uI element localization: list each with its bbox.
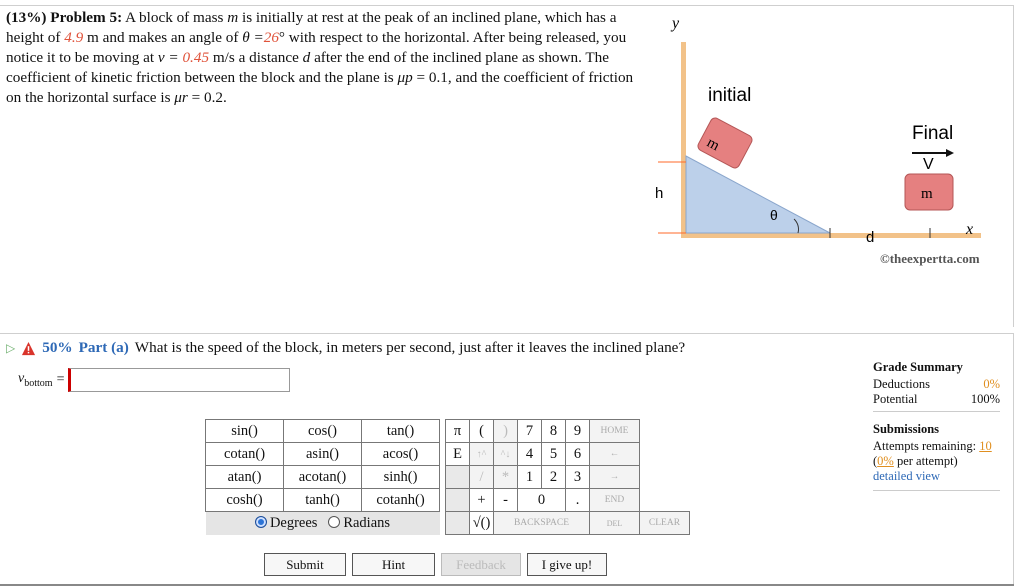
velocity-arrow-head	[946, 149, 954, 157]
part-header	[6, 338, 685, 358]
calc-cos[interactable]: cos()	[284, 420, 362, 443]
initial-block-label: m	[704, 134, 722, 155]
angle-value: 26	[263, 29, 279, 46]
problem-statement	[6, 8, 646, 108]
mu-r: μr	[174, 89, 188, 106]
floor-bar	[681, 233, 981, 238]
calc-cotan[interactable]: cotan()	[206, 443, 284, 466]
submissions-title: Submissions	[873, 422, 940, 436]
deductions-value: 0%	[983, 377, 1000, 391]
theta-eq: θ =	[242, 29, 264, 46]
calc-0[interactable]: 0	[518, 489, 566, 512]
calc-end[interactable]: END	[590, 489, 640, 512]
attempts-label: Attempts remaining:	[873, 439, 977, 453]
answer-input[interactable]	[68, 368, 290, 392]
calc-acotan[interactable]: acotan()	[284, 466, 362, 489]
potential-value: 100%	[970, 392, 1000, 406]
calc-plus[interactable]: +	[470, 489, 494, 512]
calc-backspace[interactable]: BACKSPACE	[494, 512, 590, 535]
problem-text-2: is initially at rest at the peak of an inclined plane, which has a height of	[6, 9, 617, 46]
answer-var: $v_{bottom}$	[18, 371, 53, 389]
initial-block	[696, 116, 754, 169]
grade-divider	[873, 411, 1000, 412]
problem-text-1: A block of mass	[125, 9, 224, 26]
calc-lparen[interactable]: (	[470, 420, 494, 443]
calc-divide[interactable]: /	[470, 466, 494, 489]
part-percent: 50%	[42, 339, 73, 356]
calc-tan[interactable]: tan()	[362, 420, 440, 443]
problem-text-8: = 0.2.	[191, 89, 227, 106]
ramp	[686, 156, 830, 233]
submit-button[interactable]: Submit	[264, 553, 346, 576]
calc-dot[interactable]: .	[566, 489, 590, 512]
problem-text-7: = 0.1, and the coefficient of friction on the horizontal surface is	[6, 69, 634, 106]
potential-label: Potential	[873, 392, 918, 406]
mu-p: μp	[397, 69, 413, 86]
radians-radio[interactable]	[328, 516, 340, 528]
per-attempt-open: (	[873, 454, 878, 468]
calc-8[interactable]: 8	[542, 420, 566, 443]
calc-home[interactable]: HOME	[590, 420, 640, 443]
per-attempt-text: per attempt)	[896, 454, 958, 468]
grade-title: Grade Summary	[873, 360, 963, 374]
answer-row	[18, 368, 290, 392]
problem-title: Problem 5:	[50, 9, 123, 26]
degrees-radio[interactable]	[255, 516, 267, 528]
speed-value: 0.45	[182, 49, 210, 66]
calc-minus[interactable]: -	[494, 489, 518, 512]
problem-text-4: ° with respect to the horizontal. After being released, you notice it to be moving at	[6, 29, 627, 66]
calc-multiply[interactable]: *	[494, 466, 518, 489]
calc-tanh[interactable]: tanh()	[284, 489, 362, 512]
final-label: Final	[912, 123, 954, 144]
calc-rparen[interactable]: )	[494, 420, 518, 443]
h-label: h	[655, 185, 664, 202]
calc-del[interactable]: DEL	[590, 512, 640, 535]
calculator	[205, 419, 690, 535]
calc-1[interactable]: 1	[518, 466, 542, 489]
deductions-label: Deductions	[873, 377, 930, 391]
velocity-label: V	[923, 156, 934, 173]
calc-up-arrow[interactable]: ↑^	[470, 443, 494, 466]
calc-blank-3	[446, 512, 470, 535]
calc-2[interactable]: 2	[542, 466, 566, 489]
calc-sqrt[interactable]: √()	[470, 512, 494, 535]
calc-6[interactable]: 6	[566, 443, 590, 466]
calc-down-arrow[interactable]: ^↓	[494, 443, 518, 466]
per-attempt-value: 0%	[877, 454, 894, 468]
calc-right-arrow-icon[interactable]: →	[590, 466, 640, 489]
x-axis-label: x	[966, 221, 974, 238]
height-value: 4.9	[64, 29, 84, 46]
angle-mode-group	[206, 512, 440, 535]
calc-asin[interactable]: asin()	[284, 443, 362, 466]
calc-5[interactable]: 5	[542, 443, 566, 466]
y-axis-label: y	[672, 15, 680, 32]
answer-var-sub: bottom	[24, 377, 53, 389]
hint-button[interactable]: Hint	[352, 553, 435, 576]
give-up-button[interactable]: I give up!	[527, 553, 607, 576]
feedback-button[interactable]: Feedback	[441, 553, 521, 576]
attempts-value: 10	[979, 439, 992, 453]
final-block-label: m	[921, 186, 933, 202]
calc-e[interactable]: E	[446, 443, 470, 466]
action-buttons	[264, 553, 607, 576]
radians-label: Radians	[343, 514, 391, 531]
problem-text-3: m and makes an angle of	[87, 29, 239, 46]
calc-cosh[interactable]: cosh()	[206, 489, 284, 512]
part-question: What is the speed of the block, in meters per second, just after it leaves the inclined plane?	[134, 339, 686, 356]
grade-divider-2	[873, 490, 1000, 491]
incline-figure	[650, 6, 1012, 278]
calc-acos[interactable]: acos()	[362, 443, 440, 466]
copyright-text: ©theexpertta.com	[880, 251, 980, 266]
mass-var: m	[227, 9, 239, 26]
problem-text-6: after the end of the inclined plane as shown. The coefficient of kinetic friction between the block and the plane is	[6, 49, 609, 86]
calc-blank-2	[446, 489, 470, 512]
expand-arrow-icon[interactable]: ▷	[6, 340, 16, 355]
bottom-divider	[0, 584, 1014, 586]
problem-weight: (13%)	[6, 9, 47, 26]
initial-label: initial	[708, 85, 752, 106]
detailed-view-link[interactable]: detailed view	[873, 469, 940, 483]
calc-4[interactable]: 4	[518, 443, 542, 466]
calc-sinh[interactable]: sinh()	[362, 466, 440, 489]
problem-text-5: m/s a distance	[212, 49, 299, 66]
part-label: Part (a)	[78, 339, 129, 356]
calc-9[interactable]: 9	[566, 420, 590, 443]
grade-summary	[873, 360, 1000, 501]
calc-clear[interactable]: CLEAR	[640, 512, 690, 535]
v-eq: v =	[157, 49, 179, 66]
answer-eq: =	[56, 372, 65, 387]
calc-3[interactable]: 3	[566, 466, 590, 489]
calc-sin[interactable]: sin()	[206, 420, 284, 443]
calc-cotanh[interactable]: cotanh()	[362, 489, 440, 512]
calc-atan[interactable]: atan()	[206, 466, 284, 489]
calc-7[interactable]: 7	[518, 420, 542, 443]
d-var: d	[302, 49, 311, 66]
warning-icon	[21, 341, 36, 356]
theta-label: θ	[770, 207, 778, 223]
calc-left-arrow-icon[interactable]: ←	[590, 443, 640, 466]
calc-pi[interactable]: π	[446, 420, 470, 443]
d-label: d	[866, 229, 875, 246]
degrees-label: Degrees	[269, 514, 318, 531]
wall-bar	[681, 42, 686, 238]
calc-blank-1	[446, 466, 470, 489]
